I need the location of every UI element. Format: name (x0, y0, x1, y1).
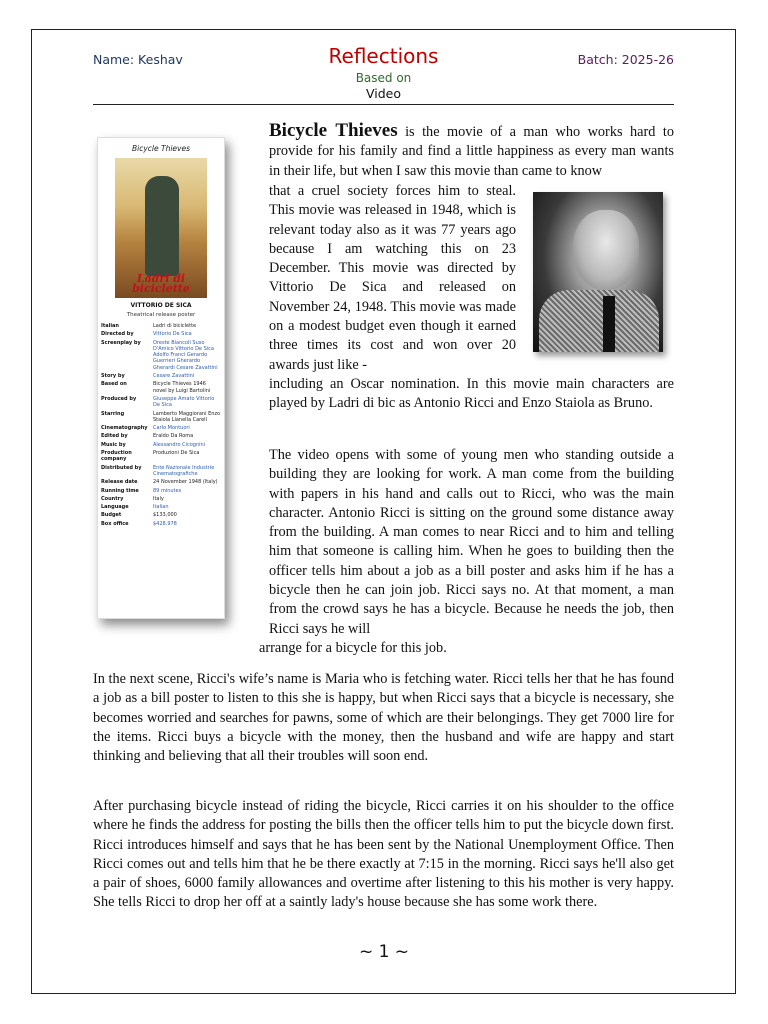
infobox-key: Country (101, 495, 124, 502)
infobox-row (101, 478, 221, 486)
poster-figure (145, 176, 179, 276)
infobox-key: Budget (101, 512, 122, 519)
paragraph-1-intro: Bicycle Thieves is the movie of a man who works hard to provide for his family and find a little happiness as every man wants in their life, but when I saw this movie than came to know (269, 120, 674, 179)
poster-art (115, 158, 207, 309)
paragraph-2-end: arrange for a bicycle for this job. (259, 640, 447, 656)
infobox-row (101, 339, 221, 372)
infobox-row (101, 424, 221, 432)
page-title: Reflections (328, 44, 439, 68)
infobox-value: 89 minutes (153, 487, 182, 494)
infobox-row (101, 322, 221, 330)
infobox-value: Cesare Zavattini (153, 373, 195, 380)
portrait-suit (539, 290, 659, 352)
infobox-row (101, 449, 221, 464)
poster-caption: Theatrical release poster (126, 312, 196, 318)
infobox-value: Italy (153, 495, 164, 502)
infobox-row (101, 441, 221, 449)
paragraph-1-end: including an Oscar nomination. In this movie main characters are played by Ladri di bic as Antonio Ricci and Enzo Staiola as Bruno. (269, 376, 674, 412)
infobox-key: Running time (101, 487, 139, 494)
infobox-key: Edited by (101, 433, 128, 440)
infobox-value: Alessandro Cicognini (153, 441, 206, 448)
infobox-row (101, 520, 221, 528)
paragraph-2: The video opens with some of young men who standing outside a building they are looking for work. A man come from the building with papers in his hand and calls out to Ricci, who was the main character. Antonio Ricci is sitting on the ground some distance away from the building. A man comes to near Ricci and to him and telling him that someone is calling him. When he goes to building then the officer tells him about a job as a bill poster and asks him if he has a bicycle then he can join job. Ricci says no. At that moment, a man from the crowd says he has a bicycle. Because he needs the job, then Ricci says he will (269, 447, 674, 637)
infobox-key: Language (101, 504, 129, 511)
infobox-title: Bicycle Thieves (132, 144, 190, 153)
infobox-value: Produzioni De Sica (153, 450, 200, 457)
infobox-row (101, 432, 221, 440)
portrait-tie (603, 296, 615, 352)
movie-title: Bicycle Thieves (269, 120, 398, 141)
infobox-row (101, 511, 221, 519)
portrait-head (573, 210, 639, 290)
infobox-value: Lamberto Maggiorani Enzo Staiola Lianella Carell (153, 410, 221, 423)
poster-director: VITTORIO DE SICA (130, 302, 192, 309)
infobox-value: Giuseppe Amato Vittorio De Sica (153, 395, 215, 409)
paragraph-3: In the next scene, Ricci's wife’s name is Maria who is fetching water. Ricci tells her that he has found a job as a bill poster to listen to this she is happy, but when Ricci says that a bicycle is necessary, she becomes worried and searches for pawns, some of which are their belongings. They get 7000 lire for the items. Ricci buys a bicycle with the money, then the husband and wife are happy and start thinking and believing that all their troubles will soon end. (93, 671, 674, 765)
infobox-key: Cinematography (101, 425, 148, 432)
infobox-key: Release date (101, 479, 138, 486)
infobox-row (101, 330, 221, 338)
infobox-value: Carlo Montuori (153, 425, 190, 432)
infobox-key: Box office (101, 520, 129, 527)
infobox-value: $133,000 (153, 512, 177, 519)
infobox-row (101, 380, 221, 395)
infobox-value: Eraldo Da Roma (153, 433, 194, 440)
source-label: Video (365, 86, 402, 101)
infobox-row (101, 487, 221, 495)
infobox-key: Music by (101, 441, 126, 448)
paragraph-1-narrow: that a cruel society forces him to steal. This movie was released in 1948, which is relevant today also as it was 77 years ago because I am watching this on 23 December. This movie was directed by Vittorio De Sica and released on November 24, 1948. This movie was made on a modest budget even though it earned three times its cost and won over 20 awards just like - (269, 183, 516, 373)
infobox-value: 24 November 1948 (Italy) (153, 479, 218, 486)
infobox-row (101, 395, 221, 410)
infobox-value: Ladri di biciclette (153, 323, 197, 329)
infobox-key: Based on (101, 381, 127, 388)
infobox-key: Screenplay by (101, 339, 141, 346)
infobox-key: Starring (101, 410, 125, 417)
film-infobox-image (97, 137, 225, 619)
infobox-key: Italian (101, 323, 119, 329)
infobox-row (101, 503, 221, 511)
infobox-row (101, 464, 221, 479)
student-name: Name: Keshav (93, 52, 183, 67)
batch-label: Batch: 2025-26 (577, 52, 674, 67)
infobox-table (101, 322, 221, 528)
infobox-row (101, 495, 221, 503)
infobox-value: Ente Nazionale Industrie Cinematografiche (153, 464, 215, 477)
infobox-value: $428,978 (153, 520, 177, 527)
poster-film-title: Ladri di biciclette (132, 272, 190, 295)
page-number: ~ 1 ~ (358, 942, 410, 962)
page-header (93, 44, 674, 105)
based-on-label: Based on (355, 71, 412, 85)
infobox-value: Oreste Biancoli Suso D'Amico Vittorio De Sica Adolfo Franci Gerardo Guerrieri Gherardo Gherardi Cesare Zavattini (153, 339, 218, 371)
infobox-value: Bicycle Thieves 1946 novel by Luigi Bartolini (153, 381, 211, 394)
infobox-row (101, 372, 221, 380)
infobox-value: Vittorio De Sica (153, 331, 192, 338)
infobox-key: Produced by (101, 395, 137, 402)
director-portrait (533, 192, 663, 352)
infobox-key: Story by (101, 373, 125, 380)
infobox-key: Production company (101, 450, 132, 463)
infobox-value: Italian (153, 504, 169, 511)
infobox-key: Distributed by (101, 464, 142, 471)
infobox-row (101, 410, 221, 425)
paragraph-4: After purchasing bicycle instead of riding the bicycle, Ricci carries it on his shoulder to the office where he finds the address for posting the bills then the officer tells him to put the bicycle down first. Ricci introduces himself and says that he has been sent by the National Unemployment Office. Then Ricci comes out and tells him that he be there exactly at 7:15 in the morning. Ricci says he'll also get a pair of shoes, 6000 family allowances and overtime after listening to this his mother is very happy. She tells Ricci to drop her off at a saintly lady's house because she has some work there. (93, 798, 674, 911)
infobox-key: Directed by (101, 331, 134, 338)
